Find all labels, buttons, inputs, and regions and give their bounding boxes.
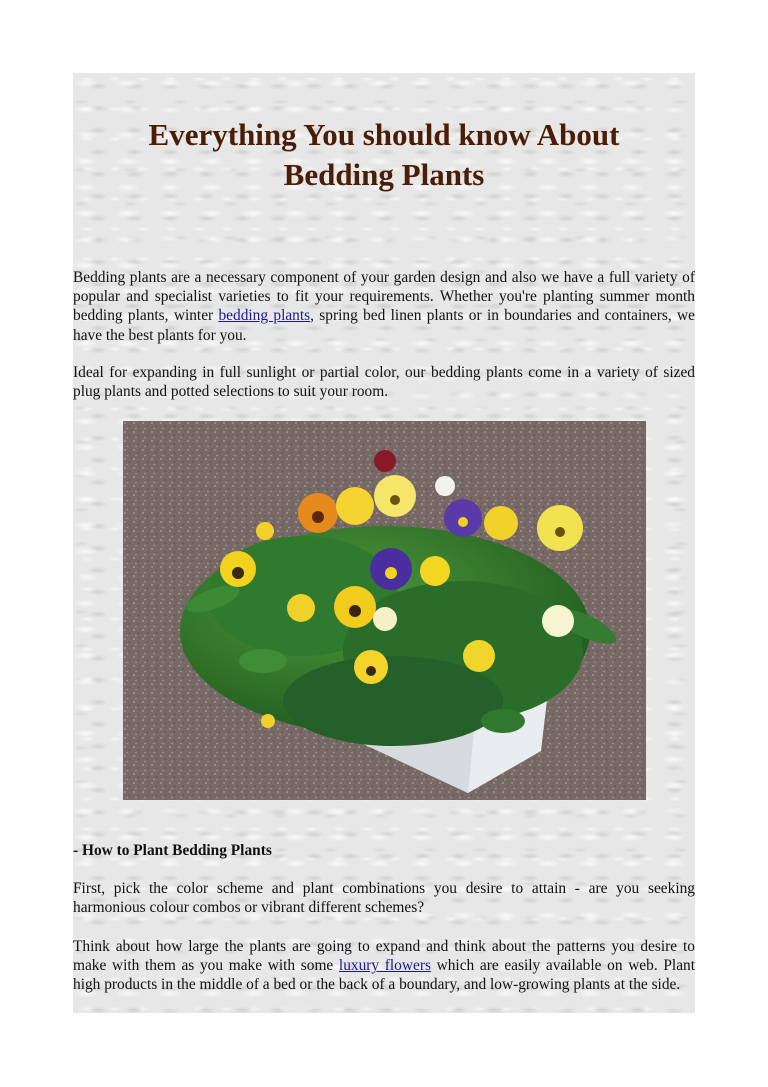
luxury-flowers-link[interactable]: luxury flowers [338, 957, 431, 975]
plant-size-text-end: which are easily available on web. Plant high products in the middle of a bed or the back of a boundary, and low-growing plants at the side. [73, 957, 695, 994]
bedding-plants-link[interactable]: bedding plants [218, 307, 311, 325]
intro-text-start: Bedding plants are a necessary component of your garden design and also we have a full variety of popular and specialist varieties to fit your requirements. Whether you're planting summer month bedding plants, winter [73, 269, 695, 325]
intro-paragraph [73, 268, 695, 345]
sunlight-paragraph: Ideal for expanding in full sunlight or partial color, our bedding plants come in a variety of sized plug plants and potted selections to suit your room. [73, 364, 695, 401]
pansy-planter-photo [123, 421, 646, 800]
color-scheme-paragraph: First, pick the color scheme and plant combinations you desire to attain - are you seeking harmonious colour combos or vibrant different schemes? [73, 880, 695, 917]
plant-size-text-start: Think about how large the plants are going to expand and think about the patterns you desire to make with them as you make with some [73, 938, 695, 975]
section-heading: - How to Plant Bedding Plants [73, 842, 272, 859]
document-page [73, 73, 695, 1013]
plant-size-paragraph [73, 937, 695, 995]
intro-text-end: , spring bed linen plants or in boundaries and containers, we have the best plants for you. [73, 307, 695, 344]
title-line-1: Everything You should know About [148, 117, 620, 152]
title-line-2: Bedding Plants [283, 157, 485, 192]
page-title [73, 115, 695, 195]
